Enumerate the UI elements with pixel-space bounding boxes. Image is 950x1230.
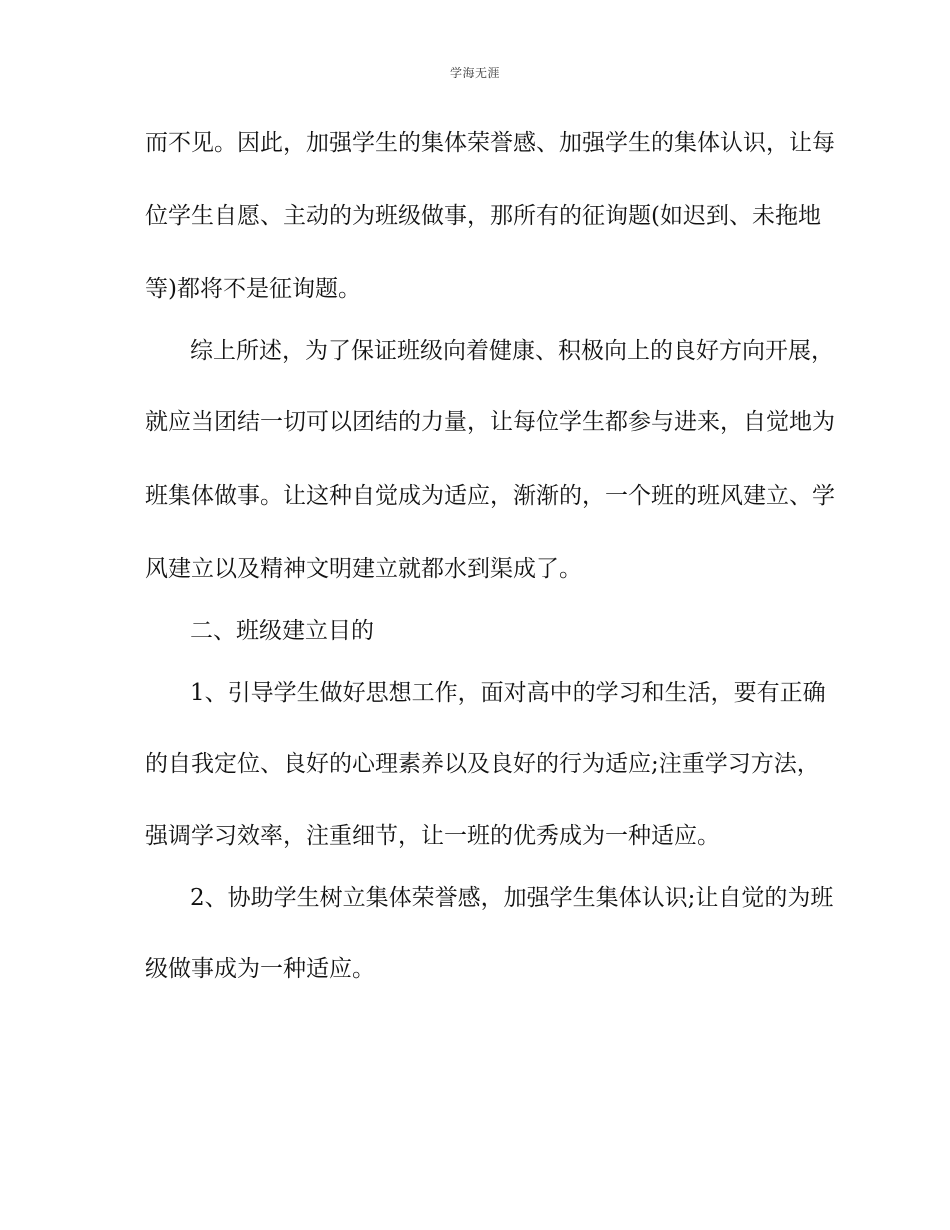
page-header: 学海无涯	[449, 66, 500, 80]
paragraph-line: 的自我定位、良好的心理素养以及良好的行为适应;注重学习方法，	[145, 751, 820, 777]
paragraph-line: 位学生自愿、主动的为班级做事，那所有的征询题(如迟到、未拖地	[145, 203, 821, 229]
paragraph-line: 班集体做事。让这种自觉成为适应，渐渐的，一个班的班风建立、学	[145, 483, 835, 509]
section-heading: 二、班级建立目的	[190, 618, 374, 644]
paragraph-line: 风建立以及精神文明建立就都水到渠成了。	[145, 556, 582, 582]
paragraph-line: 级做事成为一种适应。	[145, 956, 375, 982]
paragraph-line: 而不见。因此，加强学生的集体荣誉感、加强学生的集体认识，让每	[145, 130, 835, 156]
paragraph-line: 等)都将不是征询题。	[145, 276, 361, 302]
paragraph-line: 1、引导学生做好思想工作，面对高中的学习和生活，要有正确	[190, 680, 826, 706]
paragraph-line: 强调学习效率，注重细节，让一班的优秀成为一种适应。	[145, 823, 720, 849]
paragraph-line: 综上所述，为了保证班级向着健康、积极向上的良好方向开展，	[190, 338, 834, 364]
paragraph-line: 就应当团结一切可以团结的力量，让每位学生都参与进来，自觉地为	[145, 409, 835, 435]
paragraph-line: 2、协助学生树立集体荣誉感，加强学生集体认识;让自觉的为班	[190, 885, 834, 911]
